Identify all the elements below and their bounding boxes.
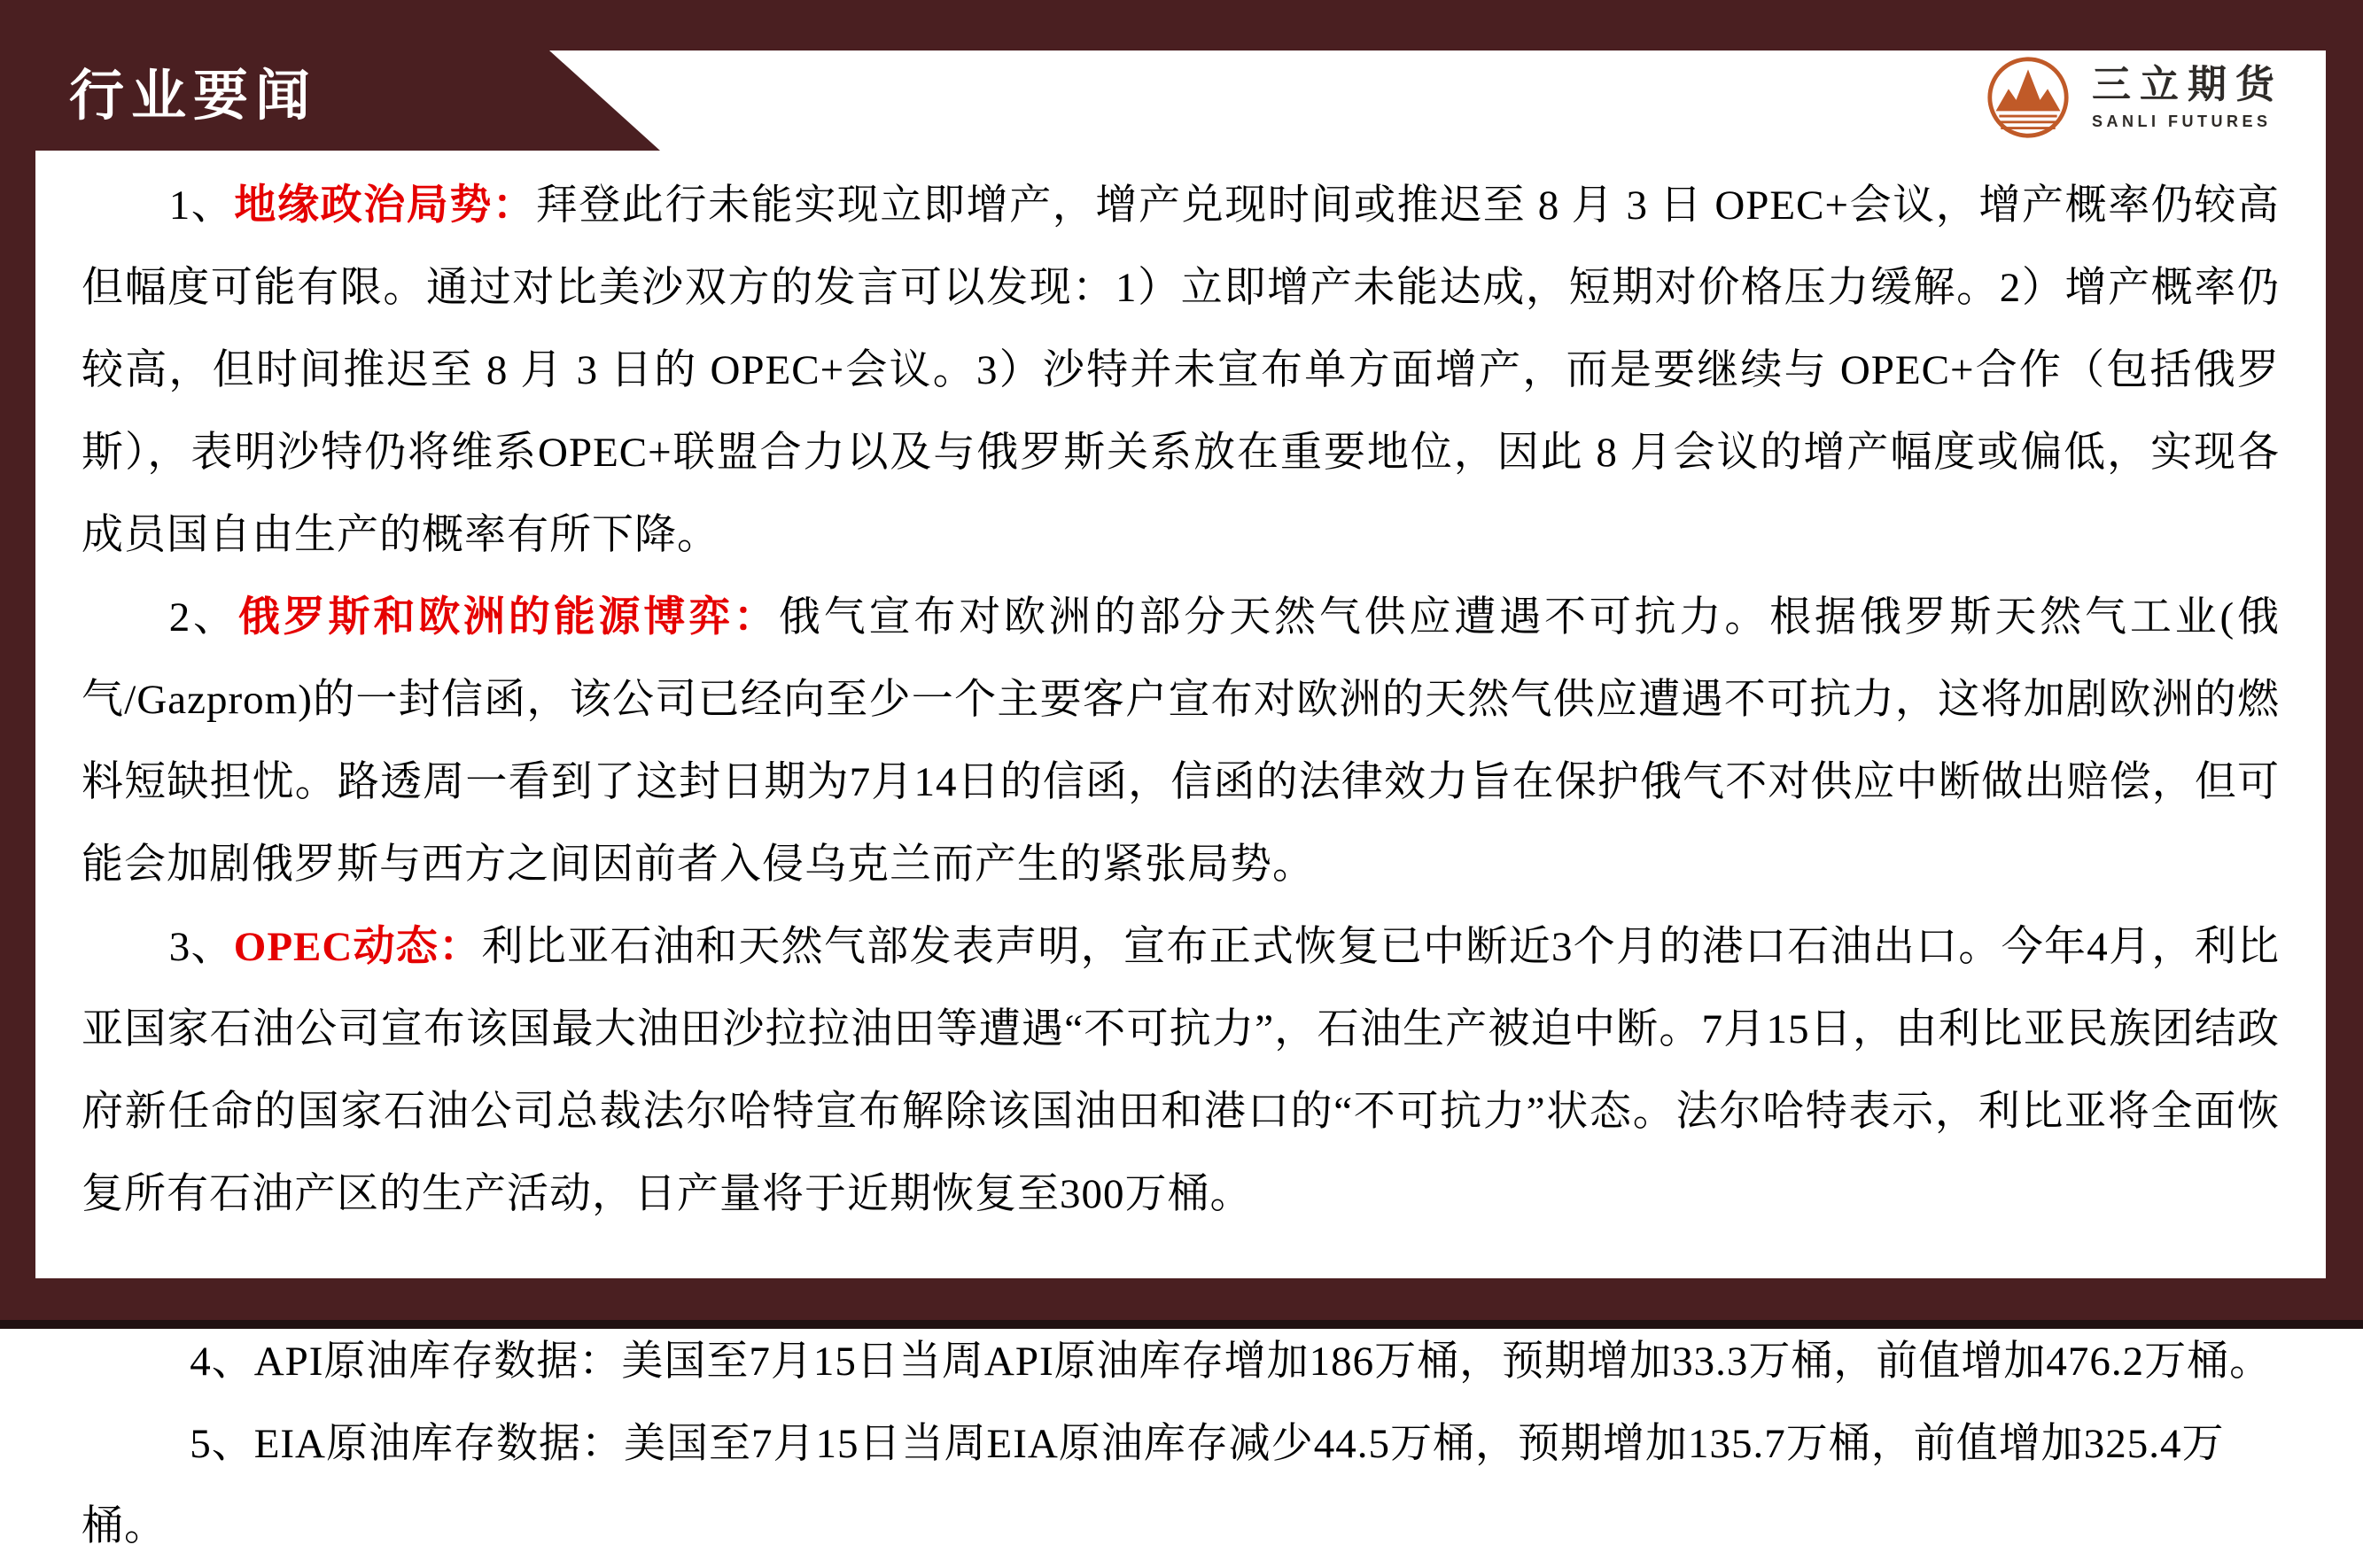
paragraph-body: 利比亚石油和天然气部发表声明，宣布正式恢复已中断近3个月的港口石油出口。今年4月，利比亚国家石油公司宣布该国最大油田沙拉拉油田等遭遇“不可抗力”，石油生产被迫中断。7月15日，由利比亚民族团结政府新任命的国家石油公司总裁法尔哈特宣布解除该国油田和港口的“不可抗力”状态。法尔哈特表示，利比亚将全面恢复所有石油产区的生产活动，日产量将于近期恢复至300万桶。 <box>82 924 2280 1217</box>
paragraph-number: 2、 <box>168 594 238 640</box>
paragraph-number: 3、 <box>168 924 234 970</box>
paragraph-heading: 俄罗斯和欧洲的能源博弈： <box>237 594 779 640</box>
news-paragraph-api-inventory <box>82 1321 2280 1403</box>
content-panel <box>35 151 2326 1549</box>
paragraph-number: 4、 <box>190 1339 254 1385</box>
page-title: 行业要闻 <box>69 66 318 127</box>
brand-text <box>2092 64 2283 130</box>
paragraph-body: 美国至7月15日当周API原油库存增加186万桶，预期增加33.3万桶，前值增加476.2万桶。 <box>621 1339 2273 1385</box>
slide-bottom-edge <box>0 1320 2363 1329</box>
paragraph-number: 5、 <box>190 1421 254 1467</box>
sanli-mountain-logo-icon <box>1986 55 2071 140</box>
paragraph-heading: OPEC动态： <box>233 924 482 970</box>
paragraph-heading: API原油库存数据： <box>253 1339 622 1385</box>
paragraph-number: 1、 <box>168 182 235 229</box>
paragraph-heading: EIA原油库存数据： <box>253 1421 624 1467</box>
brand-logo-block <box>1986 53 2283 142</box>
paragraph-body: 拜登此行未能实现立即增产，增产兑现时间或推迟至 8 月 3 日 OPEC+会议，增产概率仍较高但幅度可能有限。通过对比美沙双方的发言可以发现：1）立即增产未能达成，短期对价格压力缓解。2）增产概率仍较高，但时间推迟至 8 月 3 日的 OPEC+会议。3）沙特并未宣布单方面增产，而是要继续与 OPEC+合作（包括俄罗斯），表明沙特仍将维系OPEC+联盟合力以及与俄罗斯关系放在重要地位，因此 8 月会议的增产幅度或偏低，实现各成员国自由生产的概率有所下降。 <box>82 182 2280 558</box>
news-paragraph-russia-europe <box>82 577 2280 906</box>
paragraph-body: 美国至7月15日当周EIA原油库存减少44.5万桶，预期增加135.7万桶，前值增加325.4万桶。 <box>82 1421 2225 1549</box>
brand-name-en: SANLI FUTURES <box>2092 112 2272 130</box>
paragraph-body: 俄气宣布对欧洲的部分天然气供应遭遇不可抗力。根据俄罗斯天然气工业(俄气/Gazprom)的一封信函，该公司已经向至少一个主要客户宣布对欧洲的天然气供应遭遇不可抗力，这将加剧欧洲的燃料短缺担忧。路透周一看到了这封日期为7月14日的信函，信函的法律效力旨在保护俄气不对供应中断做出赔偿，但可能会加剧俄罗斯与西方之间因前者入侵乌克兰而产生的紧张局势。 <box>82 594 2281 888</box>
news-paragraph-opec <box>82 906 2280 1236</box>
paragraph-heading: 地缘政治局势： <box>234 182 536 229</box>
brand-name-cn: 三立期货 <box>2092 63 2283 107</box>
news-paragraph-eia-inventory <box>82 1403 2280 1568</box>
news-paragraph-geopolitics <box>82 165 2280 577</box>
